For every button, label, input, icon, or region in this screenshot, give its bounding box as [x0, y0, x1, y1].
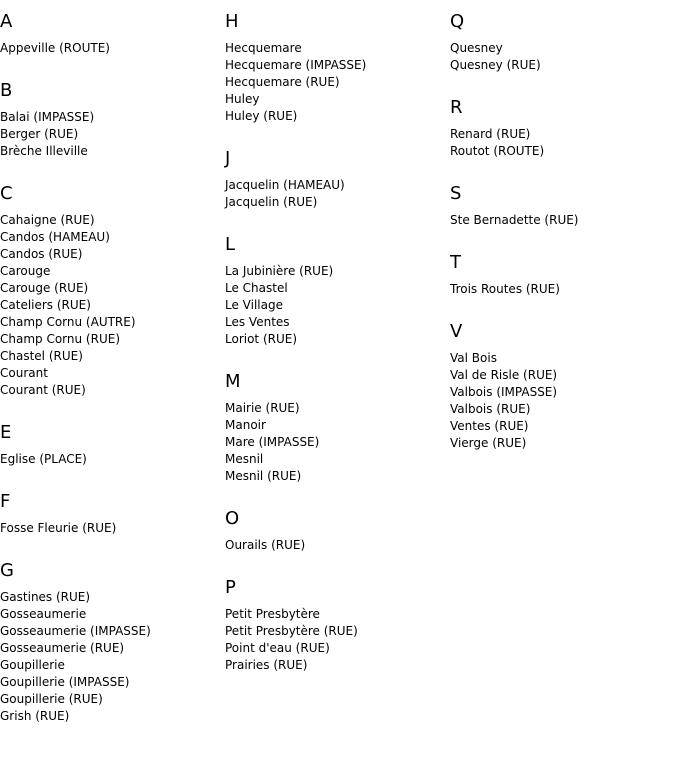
street-entry: Loriot (RUE)	[225, 332, 298, 346]
street-list	[225, 40, 445, 137]
street-entry: Manoir	[225, 418, 266, 432]
street-entry: Gosseaumerie (IMPASSE)	[0, 624, 151, 638]
street-entry: Huley (RUE)	[225, 109, 298, 123]
street-entry: Champ Cornu (AUTRE)	[0, 315, 136, 329]
street-entry: Goupillerie	[0, 658, 65, 672]
street-list	[225, 537, 445, 566]
section-letter-heading: A	[0, 11, 13, 32]
street-entry: Carouge	[0, 264, 51, 278]
street-index-column-3	[450, 0, 670, 464]
section-letter-heading: V	[450, 321, 463, 342]
street-entry: Hecquemare	[225, 41, 302, 55]
street-entry: Jacquelin (RUE)	[225, 195, 318, 209]
street-entry: Eglise (PLACE)	[0, 452, 87, 466]
letter-section	[225, 566, 445, 686]
street-entry: Fosse Fleurie (RUE)	[0, 521, 117, 535]
section-letter-heading: L	[225, 234, 236, 255]
letter-section	[225, 223, 445, 360]
street-entry: Petit Presbytère (RUE)	[225, 624, 358, 638]
street-list	[450, 212, 670, 241]
letter-section	[450, 310, 670, 464]
street-list	[450, 350, 670, 464]
street-list	[0, 40, 220, 69]
street-index-column-1	[0, 0, 220, 737]
street-list	[0, 212, 220, 411]
section-letter-heading: R	[450, 97, 463, 118]
street-entry: Point d'eau (RUE)	[225, 641, 330, 655]
street-entry: Quesney	[450, 41, 503, 55]
letter-section	[225, 497, 445, 566]
street-index-column-2	[225, 0, 445, 686]
section-letter-heading: S	[450, 183, 462, 204]
section-letter-heading: T	[450, 252, 461, 273]
street-entry: Candos (HAMEAU)	[0, 230, 110, 244]
street-entry: Prairies (RUE)	[225, 658, 308, 672]
street-entry: Goupillerie (RUE)	[0, 692, 103, 706]
letter-section	[450, 86, 670, 172]
section-letter-heading: M	[225, 371, 241, 392]
street-entry: Balai (IMPASSE)	[0, 110, 95, 124]
street-entry: Renard (RUE)	[450, 127, 531, 141]
letter-section	[450, 0, 670, 86]
street-entry: Huley	[225, 92, 260, 106]
street-entry: La Jubinière (RUE)	[225, 264, 334, 278]
street-entry: Ste Bernadette (RUE)	[450, 213, 579, 227]
street-entry: Val de Risle (RUE)	[450, 368, 558, 382]
street-entry: Vierge (RUE)	[450, 436, 527, 450]
letter-section	[0, 411, 220, 480]
letter-section	[0, 549, 220, 737]
street-entry: Courant	[0, 366, 48, 380]
street-list	[225, 263, 445, 360]
street-entry: Routot (ROUTE)	[450, 144, 545, 158]
street-entry: Mesnil	[225, 452, 264, 466]
section-letter-heading: H	[225, 11, 239, 32]
street-entry: Les Ventes	[225, 315, 290, 329]
street-entry: Gastines (RUE)	[0, 590, 91, 604]
street-entry: Candos (RUE)	[0, 247, 83, 261]
street-list	[0, 520, 220, 549]
street-list	[0, 589, 220, 737]
street-entry: Valbois (IMPASSE)	[450, 385, 558, 399]
section-letter-heading: F	[0, 491, 11, 512]
street-entry: Carouge (RUE)	[0, 281, 89, 295]
section-letter-heading: Q	[450, 11, 465, 32]
section-letter-heading: E	[0, 422, 12, 443]
section-letter-heading: C	[0, 183, 13, 204]
letter-section	[0, 480, 220, 549]
street-entry: Cahaigne (RUE)	[0, 213, 95, 227]
street-entry: Hecquemare (IMPASSE)	[225, 58, 367, 72]
section-letter-heading: P	[225, 577, 236, 598]
street-list	[450, 281, 670, 310]
street-entry: Grish (RUE)	[0, 709, 70, 723]
letter-section	[225, 0, 445, 137]
street-list	[225, 606, 445, 686]
street-entry: Appeville (ROUTE)	[0, 41, 110, 55]
street-entry: Gosseaumerie	[0, 607, 87, 621]
street-list	[225, 177, 445, 223]
section-letter-heading: O	[225, 508, 240, 529]
street-entry: Le Chastel	[225, 281, 288, 295]
street-entry: Cateliers (RUE)	[0, 298, 91, 312]
street-entry: Valbois (RUE)	[450, 402, 531, 416]
section-letter-heading: G	[0, 560, 14, 581]
section-letter-heading: B	[0, 80, 13, 101]
street-list	[0, 451, 220, 480]
street-entry: Brèche Illeville	[0, 144, 88, 158]
letter-section	[0, 0, 220, 69]
letter-section	[450, 241, 670, 310]
letter-section	[225, 137, 445, 223]
street-entry: Hecquemare (RUE)	[225, 75, 340, 89]
street-entry: Trois Routes (RUE)	[450, 282, 560, 296]
street-entry: Courant (RUE)	[0, 383, 86, 397]
street-list	[225, 400, 445, 497]
street-entry: Goupillerie (IMPASSE)	[0, 675, 130, 689]
letter-section	[225, 360, 445, 497]
letter-section	[0, 69, 220, 172]
street-entry: Champ Cornu (RUE)	[0, 332, 120, 346]
street-entry: Le Village	[225, 298, 283, 312]
street-entry: Berger (RUE)	[0, 127, 79, 141]
street-entry: Gosseaumerie (RUE)	[0, 641, 125, 655]
street-entry: Ourails (RUE)	[225, 538, 306, 552]
street-entry: Val Bois	[450, 351, 497, 365]
street-list	[450, 40, 670, 86]
street-entry: Ventes (RUE)	[450, 419, 529, 433]
section-letter-heading: J	[225, 148, 231, 169]
street-entry: Mare (IMPASSE)	[225, 435, 320, 449]
street-entry: Mesnil (RUE)	[225, 469, 302, 483]
street-entry: Mairie (RUE)	[225, 401, 300, 415]
street-entry: Jacquelin (HAMEAU)	[225, 178, 345, 192]
street-entry: Chastel (RUE)	[0, 349, 83, 363]
street-list	[0, 109, 220, 172]
letter-section	[450, 172, 670, 241]
street-entry: Petit Presbytère	[225, 607, 320, 621]
street-entry: Quesney (RUE)	[450, 58, 541, 72]
street-list	[450, 126, 670, 172]
letter-section	[0, 172, 220, 411]
